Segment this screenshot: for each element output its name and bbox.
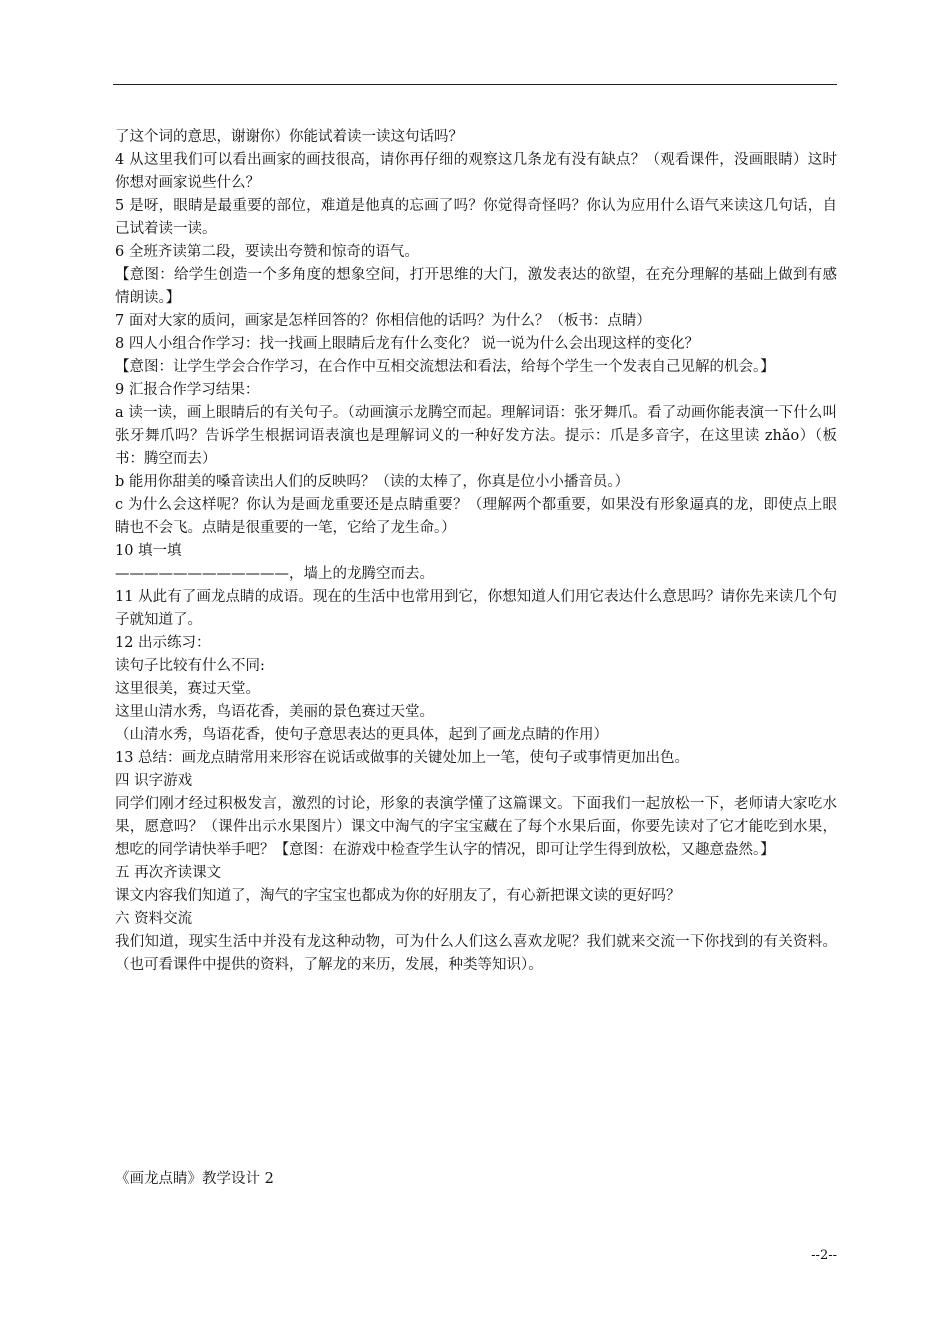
paragraph: 8 四人小组合作学习：找一找画上眼睛后龙有什么变化？ 说一说为什么会出现这样的变化？: [115, 336, 699, 352]
page-number: --2--: [811, 1248, 837, 1263]
paragraph: 了这个词的意思，谢谢你）你能试着读一读这句话吗？: [115, 129, 463, 145]
paragraph: 11 从此有了画龙点睛的成语。现在的生活中也常用到它，你想知道人们用它表达什么意思吗？请你先来读几个句子就知道了。: [115, 589, 837, 628]
paragraph: 这里很美，赛过天堂。: [115, 681, 260, 697]
fill-blank-line: ————————————，墙上的龙腾空而去。: [115, 566, 434, 582]
paragraph: 4 从这里我们可以看出画家的画技很高，请你再仔细的观察这几条龙有没有缺点？（观看课件，没画眼睛）这时你想对画家说些什么？: [115, 152, 837, 191]
paragraph: 读句子比较有什么不同:: [115, 658, 265, 674]
header-rule: [113, 84, 837, 85]
document-body: [115, 126, 837, 977]
paragraph: 7 面对大家的质问，画家是怎样回答的？你相信他的话吗？为什么？（板书：点睛）: [115, 313, 651, 329]
intent-note: 【意图：给学生创造一个多角度的想象空间，打开思维的大门，激发表达的欲望，在充分理解的基础上做到有感情朗读。】: [115, 267, 837, 306]
next-section-title: 《画龙点睛》教学设计 2: [115, 1171, 274, 1187]
paragraph: b 能用你甜美的嗓音读出人们的反映吗？（读的太棒了，你真是位小小播音员。）: [115, 474, 630, 490]
paragraph: a 读一读，画上眼睛后的有关句子。（动画演示龙腾空而起。理解词语：张牙舞爪。看了动画你能表演一下什么叫张牙舞爪吗？告诉学生根据词语表演也是理解词义的一种好发方法。提示：爪是多音字，在这里读 zhǎo）（板书：腾空而去）: [115, 405, 837, 467]
paragraph: 6 全班齐读第二段，要读出夸赞和惊奇的语气。: [115, 244, 419, 260]
paragraph: 13 总结：画龙点睛常用来形容在说话或做事的关键处加上一笔，使句子或事情更加出色。: [115, 750, 690, 766]
paragraph: 12 出示练习：: [115, 635, 211, 651]
paragraph: 这里山清水秀，鸟语花香，美丽的景色赛过天堂。: [115, 704, 434, 720]
section-heading: 五 再次齐读课文: [115, 865, 222, 881]
paragraph: 10 填一填: [115, 543, 182, 559]
paragraph: （山清水秀，鸟语花香，使句子意思表达的更具体，起到了画龙点睛的作用）: [115, 727, 608, 743]
section-heading: 四 识字游戏: [115, 773, 193, 789]
paragraph: 我们知道，现实生活中并没有龙这种动物，可为什么人们这么喜欢龙呢？我们就来交流一下你找到的有关资料。（也可看课件中提供的资料，了解龙的来历，发展，种类等知识）。: [115, 934, 837, 973]
paragraph: 9 汇报合作学习结果：: [115, 382, 260, 398]
paragraph: 5 是呀，眼睛是最重要的部位，难道是他真的忘画了吗？你觉得奇怪吗？你认为应用什么语气来读这几句话，自己试着读一读。: [115, 198, 837, 237]
paragraph: c 为什么会这样呢？你认为是画龙重要还是点睛重要？（理解两个都重要，如果没有形象逼真的龙，即使点上眼睛也不会飞。点睛是很重要的一笔，它给了龙生命。）: [115, 497, 837, 536]
intent-note: 【意图：让学生学会合作学习，在合作中互相交流想法和看法，给每个学生一个发表自己见解的机会。】: [115, 359, 775, 375]
paragraph: 课文内容我们知道了，淘气的字宝宝也都成为你的好朋友了，有心新把课文读的更好吗？: [115, 888, 681, 904]
paragraph: 同学们刚才经过积极发言，激烈的讨论，形象的表演学懂了这篇课文。下面我们一起放松一下，老师请大家吃水果，愿意吗？（课件出示水果图片）课文中淘气的字宝宝藏在了每个水果后面，你要先读对了它才能吃到水果，想吃的同学请快举手吧？【意图：在游戏中检查学生认字的情况，即可让学生得到放松，又趣意盎然。】: [115, 796, 837, 858]
section-heading: 六 资料交流: [115, 911, 193, 927]
